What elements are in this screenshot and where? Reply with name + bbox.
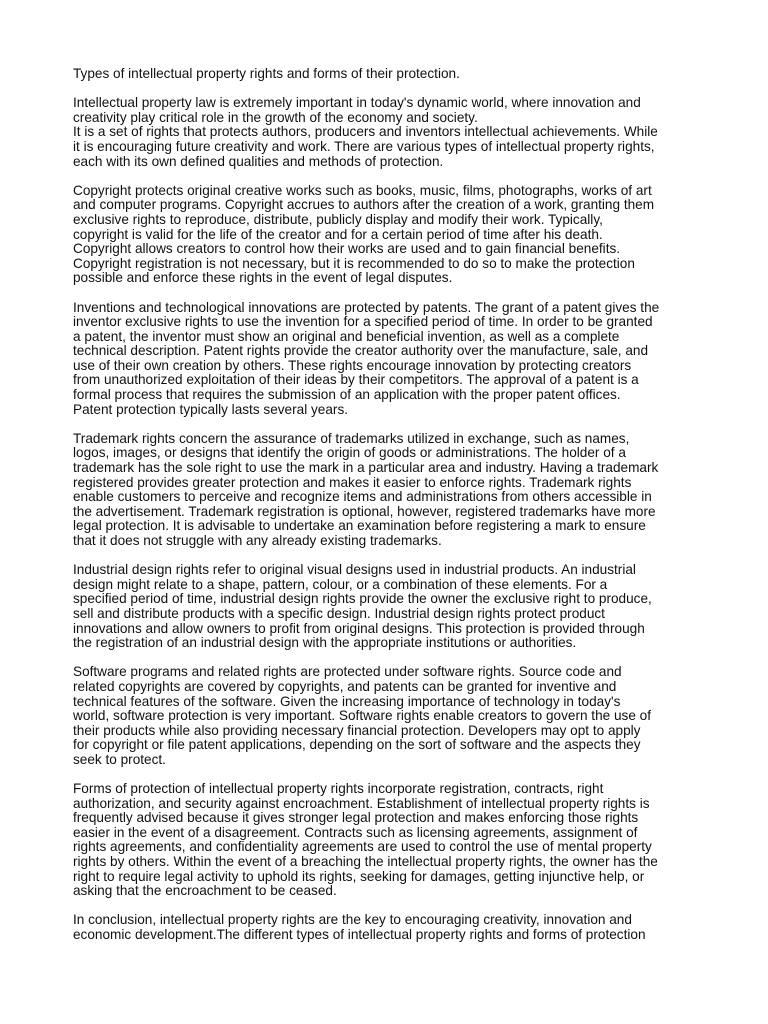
text-line: It is a set of rights that protects authors, producers and inventors intellectual achievements. While (73, 124, 658, 140)
document-title (73, 67, 699, 82)
text-line: enable customers to perceive and recognize items and administrations from others accessible in (73, 489, 652, 505)
text-line: for copyright or file patent applications, depending on the sort of software and the aspects they (73, 737, 641, 753)
title-line: Types of intellectual property rights and forms of their protection. (73, 66, 460, 81)
text-line: and computer programs. Copyright accrues to authors after the creation of a work, granting them (73, 197, 655, 213)
text-line: the registration of an industrial design with the appropriate institutions or authorities. (73, 635, 577, 651)
paragraph-introduction (73, 96, 699, 169)
text-line: logos, images, or designs that identify the origin of goods or administrations. The holder of a (73, 445, 626, 461)
text-line: creativity play critical role in the growth of the economy and society. (73, 109, 478, 125)
text-line: Software programs and related rights are protected under software rights. Source code and (73, 664, 622, 680)
text-line: copyright is valid for the life of the creator and for a certain period of time after his death. (73, 226, 603, 242)
text-line: a patent, the inventor must show an original and beneficial invention, as well as a complete (73, 328, 620, 344)
paragraph-software-rights (73, 665, 699, 767)
paragraph-conclusion (73, 913, 699, 942)
text-line: seek to protect. (73, 751, 166, 767)
paragraph-industrial-design (73, 563, 699, 651)
text-line: rights by others. Within the event of a breaching the intellectual property rights, the owner has the (73, 854, 658, 870)
text-line: asking that the encroachment to be ceased. (73, 883, 337, 899)
text-line: the advertisement. Trademark registration is optional, however, registered trademarks have more (73, 503, 656, 519)
text-line: formal process that requires the submission of an application with the proper patent offices. (73, 387, 621, 403)
text-line: specified period of time, industrial design rights provide the owner the exclusive right to produce, (73, 591, 652, 607)
text-line: Inventions and technological innovations are protected by patents. The grant of a patent gives the (73, 299, 660, 315)
text-line: from unauthorized exploitation of their ideas by their competitors. The approval of a patent is a (73, 372, 639, 388)
text-line: world, software protection is very important. Software rights enable creators to govern the use of (73, 708, 652, 724)
text-line: authorization, and security against encroachment. Establishment of intellectual property rights is (73, 795, 650, 811)
text-line: Copyright registration is not necessary, but it is recommended to do so to make the protection (73, 255, 635, 271)
text-line: In conclusion, intellectual property rights are the key to encouraging creativity, innovation and (73, 912, 632, 928)
document-body (73, 67, 699, 957)
text-line: use of their own creation by others. These rights encourage innovation by protecting creators (73, 357, 632, 373)
text-line: easier in the event of a disagreement. Contracts such as licensing agreements, assignment of (73, 824, 638, 840)
paragraph-copyright (73, 184, 699, 286)
text-line: trademark has the sole right to use the mark in a particular area and industry. Having a trademark (73, 460, 659, 476)
text-line: sell and distribute products with a specific design. Industrial design rights protect product (73, 605, 605, 621)
text-line: frequently advised because it gives stronger legal protection and makes enforcing those rights (73, 810, 639, 826)
text-line: possible and enforce these rights in the event of legal disputes. (73, 270, 453, 286)
text-line: it is encouraging future creativity and work. There are various types of intellectual property rights, (73, 138, 655, 154)
text-line: right to require legal activity to uphold its rights, seeking for damages, getting injunctive help, or (73, 868, 645, 884)
text-line: related copyrights are covered by copyrights, and patents can be granted for inventive and (73, 678, 617, 694)
text-line: each with its own defined qualities and methods of protection. (73, 153, 444, 169)
text-line: exclusive rights to reproduce, distribute, publicly display and modify their work. Typically, (73, 211, 603, 227)
text-line: that it does not struggle with any already existing trademarks. (73, 533, 442, 548)
paragraph-patents (73, 301, 699, 418)
text-line: Copyright protects original creative works such as books, music, films, photographs, works of art (73, 182, 652, 198)
text-line: Trademark rights concern the assurance of trademarks utilized in exchange, such as names, (73, 430, 630, 446)
text-line: Industrial design rights refer to original visual designs used in industrial products. An industrial (73, 562, 636, 578)
text-line: registered provides greater protection and makes it easier to enforce rights. Trademark rights (73, 474, 632, 490)
text-line: technical features of the software. Given the increasing importance of technology in today's (73, 693, 621, 709)
text-line: technical description. Patent rights provide the creator authority over the manufacture, sale, and (73, 343, 649, 359)
paragraph-trademarks (73, 432, 699, 549)
text-line: inventor exclusive rights to use the invention for a specified period of time. In order to be granted (73, 314, 653, 330)
text-line: innovations and allow owners to profit from original designs. This protection is provided through (73, 620, 645, 636)
text-line: their products while also providing necessary financial protection. Developers may opt to apply (73, 722, 641, 738)
text-line: Copyright allows creators to control how their works are used and to gain financial benefits. (73, 241, 621, 257)
text-line: Forms of protection of intellectual property rights incorporate registration, contracts, right (73, 781, 604, 797)
text-line: legal protection. It is advisable to undertake an examination before registering a mark to ensure (73, 518, 646, 534)
text-line: economic development.The different types of intellectual property rights and forms of protection (73, 927, 646, 943)
text-line: design might relate to a shape, pattern, colour, or a combination of these elements. For a (73, 576, 608, 592)
text-line: Intellectual property law is extremely important in today's dynamic world, where innovation and (73, 95, 641, 111)
text-line: Patent protection typically lasts several years. (73, 401, 349, 417)
text-line: rights agreements, and confidentiality agreements are used to control the use of mental property (73, 839, 652, 855)
paragraph-forms-of-protection (73, 782, 699, 899)
